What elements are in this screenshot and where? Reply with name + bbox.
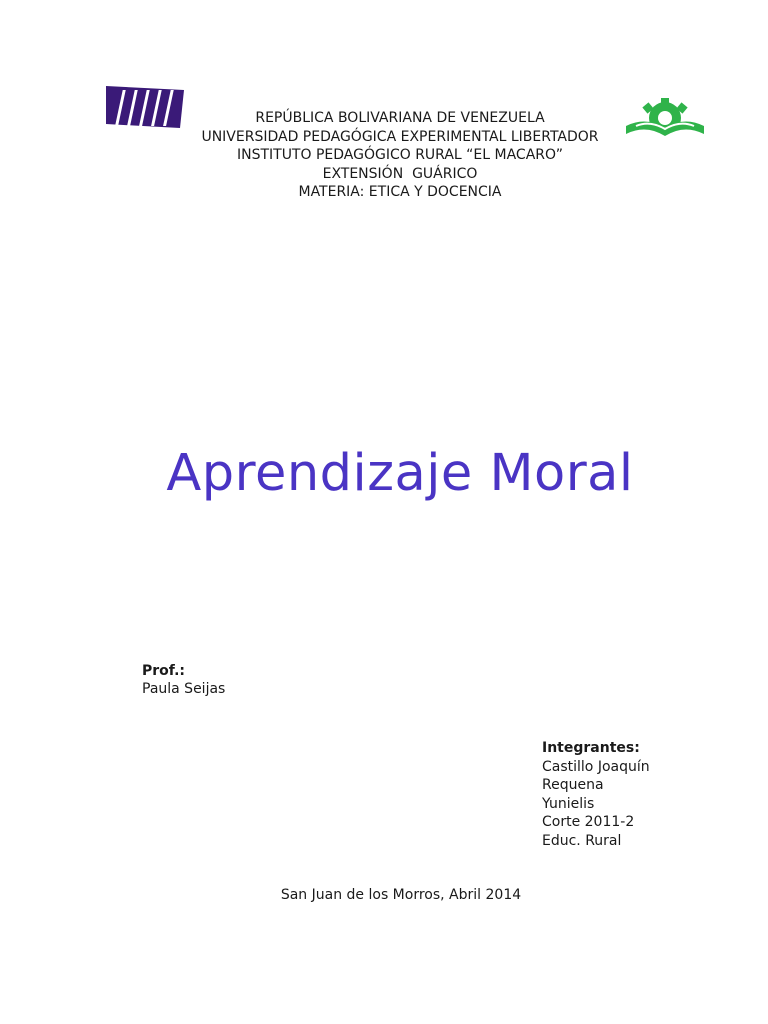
professor-block: [142, 662, 225, 698]
institution-header: [140, 109, 660, 202]
member-line: Corte 2011-2: [542, 814, 635, 830]
professor-name: Paula Seijas: [142, 681, 226, 697]
header-line-institute: INSTITUTO PEDAGÓGICO RURAL “EL MACARO”: [236, 147, 564, 163]
member-line: Yunielis: [542, 795, 595, 812]
place-date-footer: San Juan de los Morros, Abril 2014: [280, 887, 522, 903]
document-title: Aprendizaje Moral: [166, 444, 634, 503]
header-line-extension: EXTENSIÓN GUÁRICO: [322, 165, 478, 182]
members-block: [542, 739, 650, 850]
header-line-subject: MATERIA: ETICA Y DOCENCIA: [298, 184, 502, 200]
member-line: Requena: [542, 777, 604, 793]
member-line: Castillo Joaquín: [542, 758, 650, 775]
header-line-country: REPÚBLICA BOLIVARIANA DE VENEZUELA: [255, 110, 545, 126]
members-label: Integrantes:: [542, 740, 640, 756]
member-line: Educ. Rural: [542, 832, 622, 849]
header-line-university: UNIVERSIDAD PEDAGÓGICA EXPERIMENTAL LIBERTADOR: [201, 128, 599, 145]
professor-label: Prof.:: [142, 663, 186, 679]
